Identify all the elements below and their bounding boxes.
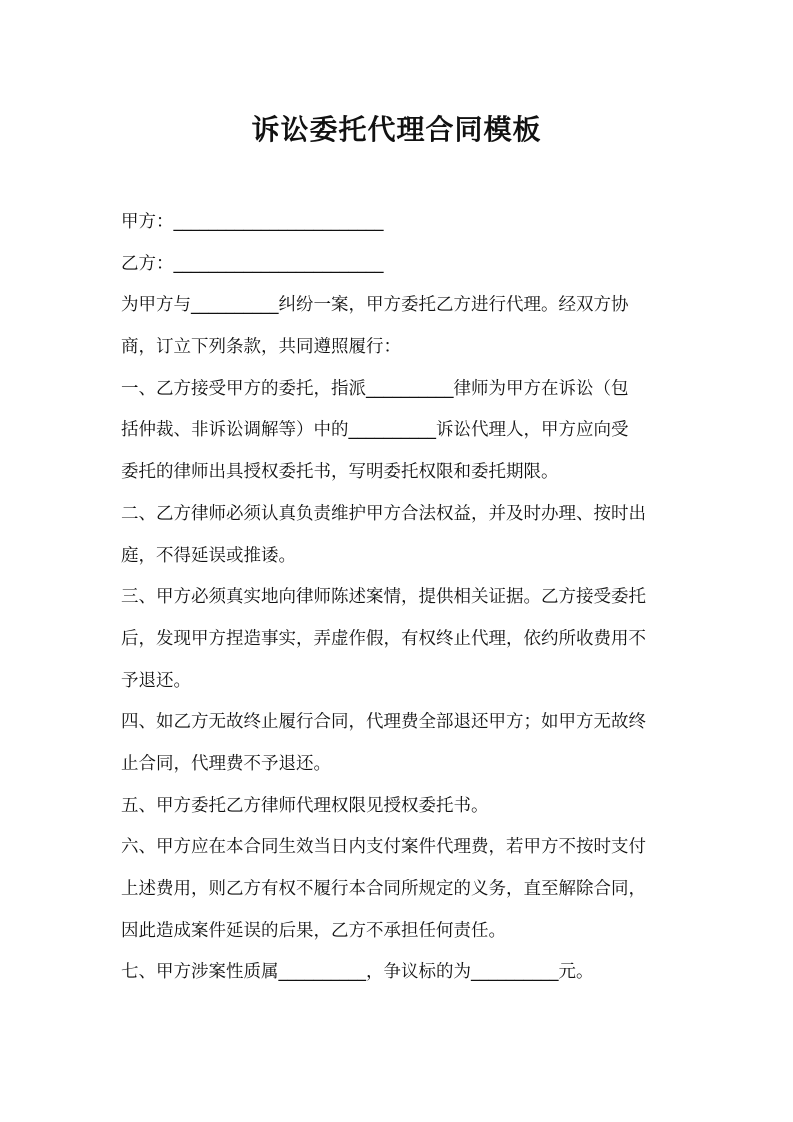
text-segment: 为甲方与: [121, 295, 191, 316]
clause-2-line-1: [121, 494, 677, 536]
clause-3-line-3: [121, 661, 677, 703]
clause-1-line-2: [121, 410, 677, 452]
clause-7-line-1: [121, 952, 677, 994]
clause-6-line-2: [121, 869, 677, 911]
party-a-blank: ________________________: [173, 212, 384, 232]
document-title: 诉讼委托代理合同模板: [251, 113, 542, 146]
party-b-label: 乙方：: [121, 253, 174, 274]
clause-5-line-1: [121, 786, 677, 828]
text-segment: 六、甲方应在本合同生效当日内支付案件代理费，若甲方不按时支付: [121, 837, 646, 858]
document-body: [121, 202, 677, 994]
clause-1-line-1: [121, 369, 677, 411]
party-b-blank: ________________________: [173, 253, 384, 274]
clause-6-line-1: [121, 827, 677, 869]
clause-6-line-3: [121, 911, 677, 953]
text-segment: 庭，不得延误或推诿。: [121, 545, 296, 566]
agent-role-blank: __________: [348, 420, 436, 441]
party-a-line: [121, 202, 677, 244]
text-segment: 商，订立下列条款，共同遵照履行：: [121, 337, 401, 358]
party-b-line: [121, 244, 677, 286]
text-segment: 二、乙方律师必须认真负责维护甲方合法权益，并及时办理、按时出: [121, 503, 646, 524]
text-segment: 一、乙方接受甲方的委托，指派: [121, 378, 366, 399]
clause-4-line-2: [121, 744, 677, 786]
text-segment: ，争议标的为: [366, 962, 471, 983]
text-segment: 括仲裁、非诉讼调解等）中的: [121, 420, 349, 441]
dispute-blank: __________: [191, 295, 279, 316]
clause-3-line-1: [121, 577, 677, 619]
party-a-label: 甲方：: [121, 212, 174, 232]
case-nature-blank: __________: [278, 962, 366, 983]
text-segment: 七、甲方涉案性质属: [121, 962, 279, 983]
amount-blank: __________: [471, 962, 559, 983]
intro-line-1: [121, 285, 677, 327]
text-segment: 三、甲方必须真实地向律师陈述案情，提供相关证据。乙方接受委托: [121, 587, 646, 608]
clause-4-line-1: [121, 702, 677, 744]
text-segment: 五、甲方委托乙方律师代理权限见授权委托书。: [121, 795, 489, 816]
text-segment: 诉讼代理人，甲方应向受: [436, 420, 629, 441]
clause-3-line-2: [121, 619, 677, 661]
text-segment: 后，发现甲方捏造事实，弄虚作假，有权终止代理，依约所收费用不: [121, 628, 646, 649]
text-segment: 纠纷一案，甲方委托乙方进行代理。经双方协: [278, 295, 629, 316]
text-segment: 元。: [558, 962, 594, 983]
text-segment: 上述费用，则乙方有权不履行本合同所规定的义务，直至解除合同，: [121, 879, 646, 899]
lawyer-blank: __________: [366, 378, 454, 399]
intro-line-2: [121, 327, 677, 369]
text-segment: 律师为甲方在诉讼（包: [453, 378, 629, 399]
text-segment: 委托的律师出具授权委托书，写明委托权限和委托期限。: [121, 462, 559, 483]
text-segment: 止合同，代理费不予退还。: [121, 753, 331, 774]
text-segment: 予退还。: [121, 670, 191, 691]
text-segment: 因此造成案件延误的后果，乙方不承担任何责任。: [121, 920, 506, 941]
clause-2-line-2: [121, 536, 677, 578]
text-segment: 四、如乙方无故终止履行合同，代理费全部退还甲方；如甲方无故终: [121, 712, 646, 733]
clause-1-line-3: [121, 452, 677, 494]
